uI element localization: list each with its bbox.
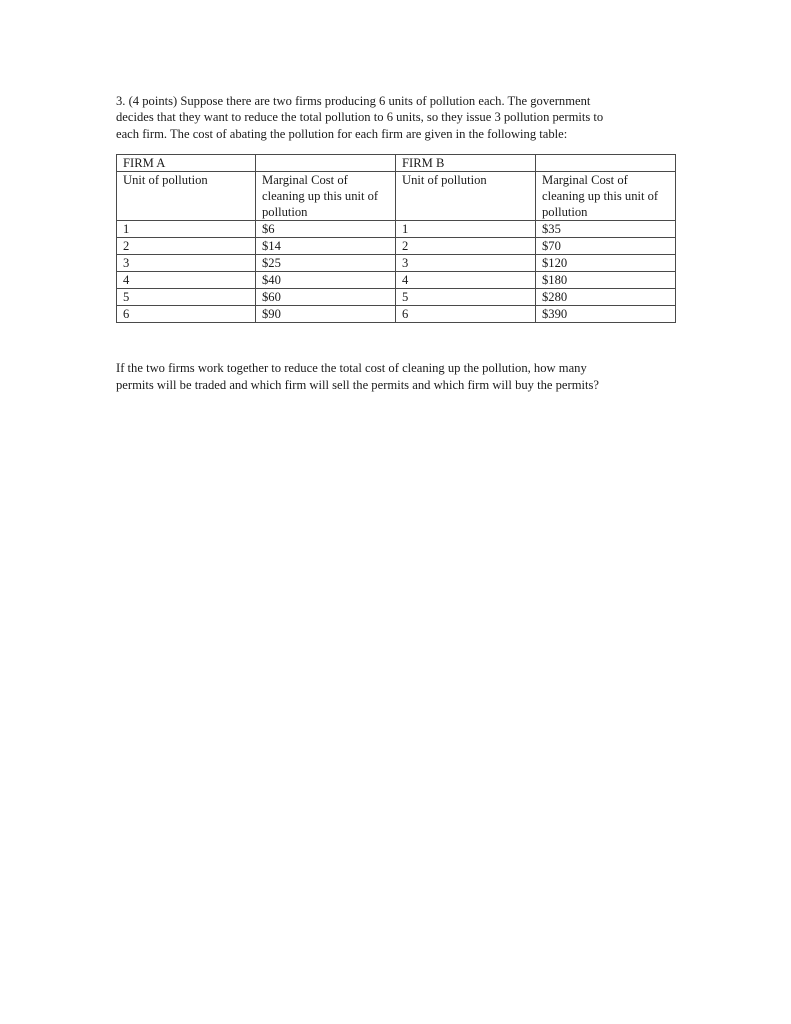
cost-b-cell: $120 (536, 255, 676, 272)
cost-b-cell: $390 (536, 306, 676, 323)
unit-b-cell: 4 (396, 272, 536, 289)
cost-a-cell: $60 (256, 289, 396, 306)
abatement-cost-table (116, 154, 676, 323)
empty-cell (256, 155, 396, 172)
question-line: each firm. The cost of abating the pollution for each firm are given in the following table: (116, 126, 568, 141)
cost-header-a: Marginal Cost of cleaning up this unit of pollution (256, 172, 396, 221)
cost-a-cell: $90 (256, 306, 396, 323)
unit-b-cell: 2 (396, 238, 536, 255)
unit-a-cell: 2 (117, 238, 256, 255)
unit-a-cell: 4 (117, 272, 256, 289)
followup-line: permits will be traded and which firm will sell the permits and which firm will buy the permits? (116, 377, 600, 392)
question-line: decides that they want to reduce the total pollution to 6 units, so they issue 3 pollution permits to (116, 110, 604, 125)
followup-line: If the two firms work together to reduce the total cost of cleaning up the pollution, how many (116, 361, 587, 376)
table-row (117, 289, 676, 306)
cost-a-cell: $14 (256, 238, 396, 255)
unit-b-cell: 3 (396, 255, 536, 272)
table-row (117, 255, 676, 272)
table-row (117, 238, 676, 255)
cost-b-cell: $35 (536, 221, 676, 238)
cost-b-cell: $280 (536, 289, 676, 306)
unit-b-cell: 5 (396, 289, 536, 306)
unit-a-cell: 6 (117, 306, 256, 323)
unit-b-cell: 1 (396, 221, 536, 238)
followup-question (116, 360, 676, 393)
unit-a-cell: 3 (117, 255, 256, 272)
cost-b-cell: $180 (536, 272, 676, 289)
table-firm-header-row (117, 155, 676, 172)
unit-header-b: Unit of pollution (396, 172, 536, 221)
table-row (117, 306, 676, 323)
cost-a-cell: $6 (256, 221, 396, 238)
empty-cell (536, 155, 676, 172)
cost-a-cell: $25 (256, 255, 396, 272)
table-column-header-row (117, 172, 676, 221)
firm-b-label: FIRM B (396, 155, 536, 172)
question-text (116, 93, 676, 142)
table-row (117, 221, 676, 238)
unit-a-cell: 5 (117, 289, 256, 306)
unit-a-cell: 1 (117, 221, 256, 238)
unit-header-a: Unit of pollution (117, 172, 256, 221)
unit-b-cell: 6 (396, 306, 536, 323)
cost-b-cell: $70 (536, 238, 676, 255)
cost-a-cell: $40 (256, 272, 396, 289)
table-row (117, 272, 676, 289)
document-page (116, 93, 676, 393)
firm-a-label: FIRM A (117, 155, 256, 172)
cost-header-b: Marginal Cost of cleaning up this unit of pollution (536, 172, 676, 221)
question-line: 3. (4 points) Suppose there are two firms producing 6 units of pollution each. The government (116, 94, 591, 108)
